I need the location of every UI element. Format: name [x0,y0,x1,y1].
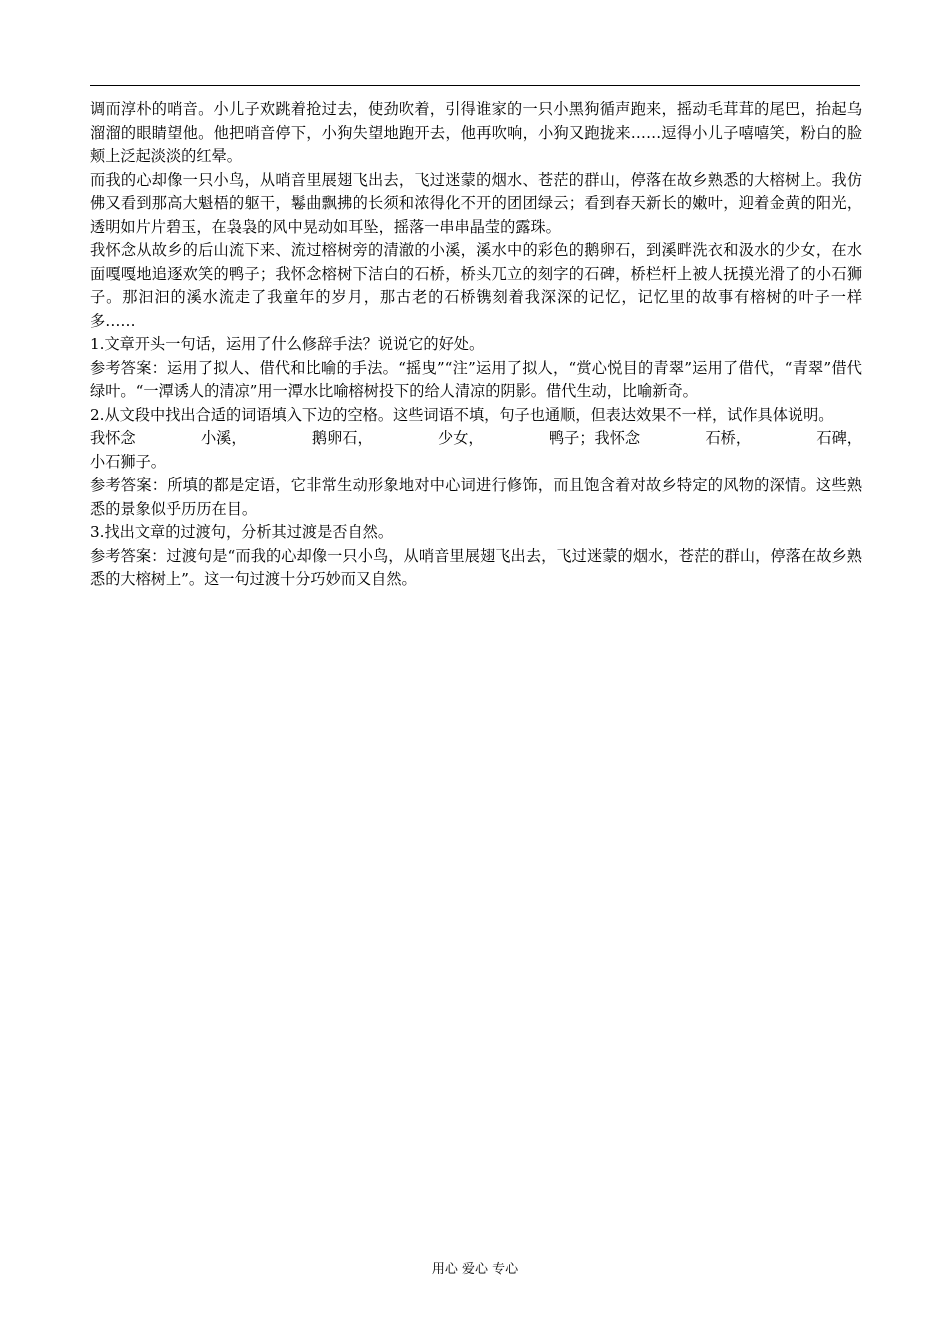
answer-3: 参考答案：过渡句是“而我的心却像一只小鸟，从哨音里展翅飞出去，飞过迷蒙的烟水，苍茫的群山，停落在故乡熟悉的大榕树上”。这一句过渡十分巧妙而又自然。 [90,546,862,588]
question-1: 1.文章开头一句话，运用了什么修辞手法？说说它的好处。 [90,335,485,353]
page-footer: 用心 爱心 专心 [431,1262,519,1277]
fill-item: 我怀念 [90,429,136,447]
passage-paragraph-3: 我怀念从故乡的后山流下来、流过榕树旁的清澈的小溪，溪水中的彩色的鹅卵石，到溪畔洗衣和汲水的少女，在水面嘎嘎地追逐欢笑的鸭子；我怀念榕树下洁白的石桥，桥头兀立的刻字的石碑，桥栏杆上被人抚摸光滑了的小石狮子。那汩汩的溪水流走了我童年的岁月，那古老的石桥镌刻着我深深的记忆，记忆里的故事有榕树的叶子一样多…… [90,241,862,330]
answer-2: 参考答案：所填的都是定语，它非常生动形象地对中心词进行修饰，而且饱含着对故乡特定的风物的深情。这些熟悉的景象似乎历历在目。 [90,476,862,518]
passage-paragraph-1: 调而淳朴的哨音。小儿子欢跳着抢过去，使劲吹着，引得谁家的一只小黑狗循声跑来，摇动毛茸茸的尾巴，抬起乌溜溜的眼睛望他。他把哨音停下，小狗失望地跑开去，他再吹响，小狗又跑拢来……逗得小儿子嘻嘻笑，粉白的脸颊上泛起淡淡的红晕。 [90,100,862,165]
document-body [90,98,862,592]
fill-in-blank-row [90,427,862,451]
question-2: 2.从文段中找出合适的词语填入下边的空格。这些词语不填，句子也通顺，但表达效果不一样，试作具体说明。 [90,405,834,424]
question-3: 3.找出文章的过渡句，分析其过渡是否自然。 [90,523,394,541]
fill-item: 石碑， [816,429,862,447]
header-rule [90,85,860,86]
fill-item: 石桥， [705,429,751,447]
fill-item: 鸭子；我怀念 [548,429,641,447]
fill-item: 鹅卵石， [311,429,373,447]
fill-item: 少女， [438,429,484,447]
passage-paragraph-2: 而我的心却像一只小鸟，从哨音里展翅飞出去，飞过迷蒙的烟水、苍茫的群山，停落在故乡熟悉的大榕树上。我仿佛又看到那高大魁梧的躯干，鬈曲飘拂的长须和浓得化不开的团团绿云；看到春天新长的嫩叶，迎着金黄的阳光，透明如片片碧玉，在袅袅的风中晃动如耳坠，摇落一串串晶莹的露珠。 [90,170,862,236]
fill-item: 小溪， [200,429,247,447]
answer-1: 参考答案：运用了拟人、借代和比喻的手法。“摇曳”“注”运用了拟人，“赏心悦目的青翠”运用了借代，“青翠”借代绿叶。“一潭诱人的清凉”用一潭水比喻榕树投下的给人清凉的阴影。借代生动，比喻新奇。 [90,358,862,400]
fill-in-blank-last: 小石狮子。 [90,452,166,471]
